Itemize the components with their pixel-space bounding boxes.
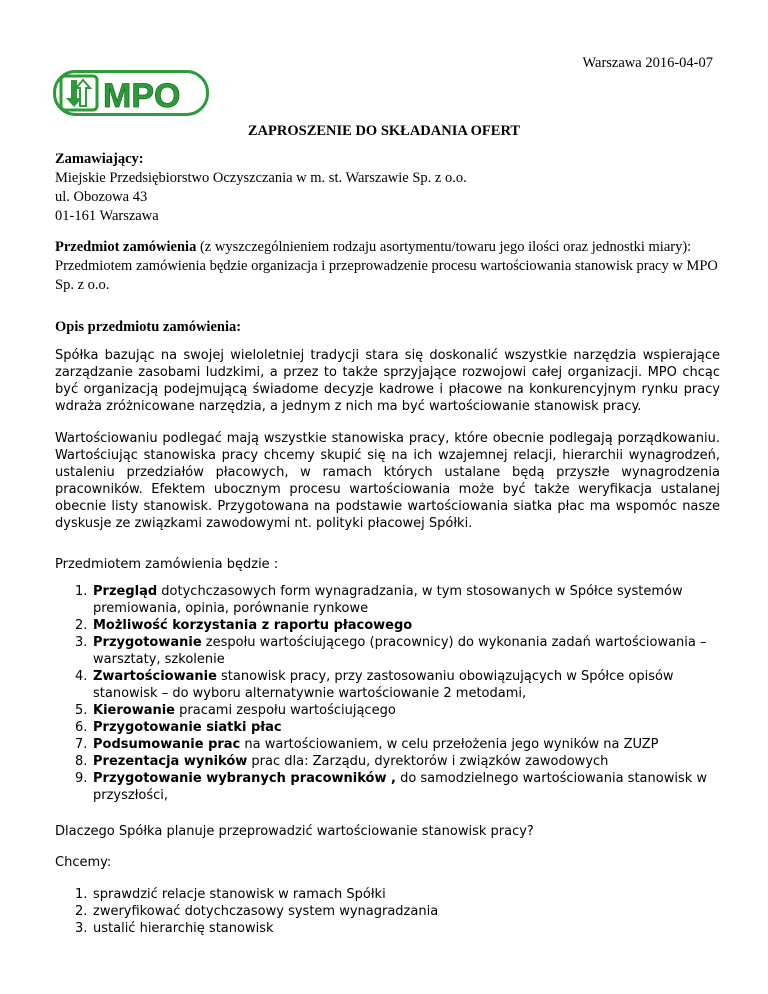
description-paragraph-1: Spółka bazując na swojej wieloletniej tradycji stara się doskonalić wszystkie narzędzia wspierające zarządzanie zasobami ludzkimi, a przez to także sprzyjające rozwojowi całej organizacji. MPO chcąc być organizacją podejmującą świadome decyzje kadrowe i płacowe na konkurencyjnym rynku pracy wdraża zróżnicowane narzędzia, a jednym z nich ma być wartościowanie stanowisk pracy. bbox=[55, 348, 720, 414]
ordering-party-city: 01-161 Warszawa bbox=[55, 208, 159, 224]
subject-label: Przedmiot zamówienia bbox=[55, 239, 197, 255]
list-item: 2. Możliwość korzystania z raportu płacowego bbox=[75, 618, 413, 633]
subject-label-note: (z wyszczególnieniem rodzaju asortymentu/towaru jego ilości oraz jednostki miary): bbox=[196, 239, 692, 255]
mpo-logo bbox=[53, 70, 209, 116]
list-item: 7. Podsumowanie prac na wartościowaniem, w celu przełożenia jego wyników na ZUZP bbox=[75, 737, 659, 752]
goals-list bbox=[55, 886, 720, 937]
list-item: 6. Przygotowanie siatki płac bbox=[75, 720, 282, 735]
ordering-party-label: Zamawiający: bbox=[55, 151, 144, 167]
list-item: 2. zweryfikować dotychczasowy system wynagradzania bbox=[75, 904, 439, 919]
logo-text: MPO bbox=[103, 77, 181, 115]
list-item: 9. Przygotowanie wybranych pracowników , do samodzielnego wartościowania stanowisk w przyszłości, bbox=[75, 771, 708, 803]
list-item: 8. Prezentacja wyników prac dla: Zarządu, dyrektorów i związków zawodowych bbox=[75, 754, 609, 769]
list-item: 1. Przegląd dotychczasowych form wynagradzania, w tym stosowanych w Spółce systemów premiowania, opinia, porównanie rynkowe bbox=[75, 584, 683, 616]
list-item: 5. Kierowanie pracami zespołu wartościującego bbox=[75, 703, 396, 718]
ordering-party-street: ul. Obozowa 43 bbox=[55, 189, 148, 205]
want-label: Chcemy: bbox=[55, 855, 112, 870]
description-paragraph-2: Wartościowaniu podlegać mają wszystkie stanowiska pracy, które obecnie podlegają porządkowaniu. Wartościując stanowiska pracy chcemy skupić się na ich wzajemnej relacji, hierarchii wynagrodzeń, ustaleniu przedziałów płacowych, w ramach których ustalane będą przyszłe wynagrodzenia pracowników. Efektem ubocznym procesu wartościowania może być także weryfikacja ustalanej obecnie listy stanowisk. Przygotowana na podstawie wartościowania siatka płac ma wspomóc nasze dyskusje ze związkami zawodowymi nt. polityki płacowej Spółki. bbox=[55, 431, 720, 531]
ordering-party-name: Miejskie Przedsiębiorstwo Oczyszczania w m. st. Warszawie Sp. z o.o. bbox=[55, 170, 467, 186]
scope-list bbox=[55, 583, 720, 804]
order-subject bbox=[55, 238, 720, 295]
ordering-party bbox=[55, 150, 720, 226]
document-date: Warszawa 2016-04-07 bbox=[582, 55, 713, 71]
page-title: ZAPROSZENIE DO SKŁADANIA OFERT bbox=[247, 123, 521, 139]
list-item: 4. Zwartościowanie stanowisk pracy, przy zastosowaniu obowiązujących w Spółce opisów stanowisk – do wyboru alternatywnie wartościowanie 2 metodami, bbox=[75, 669, 674, 701]
why-question: Dlaczego Spółka planuje przeprowadzić wartościowanie stanowisk pracy? bbox=[55, 824, 534, 839]
list-item: 3. ustalić hierarchię stanowisk bbox=[75, 921, 274, 936]
list-item: 3. Przygotowanie zespołu wartościującego (pracownicy) do wykonania zadań wartościowania – warsztaty, szkolenie bbox=[75, 635, 707, 667]
subject-text: Przedmiotem zamówienia będzie organizacja i przeprowadzenie procesu wartościowania stanowisk pracy w MPO Sp. z o.o. bbox=[55, 258, 718, 293]
description-heading: Opis przedmiotu zamówienia: bbox=[55, 319, 242, 335]
scope-intro: Przedmiotem zamówienia będzie : bbox=[55, 557, 279, 572]
list-item: 1. sprawdzić relacje stanowisk w ramach Spółki bbox=[75, 887, 386, 902]
